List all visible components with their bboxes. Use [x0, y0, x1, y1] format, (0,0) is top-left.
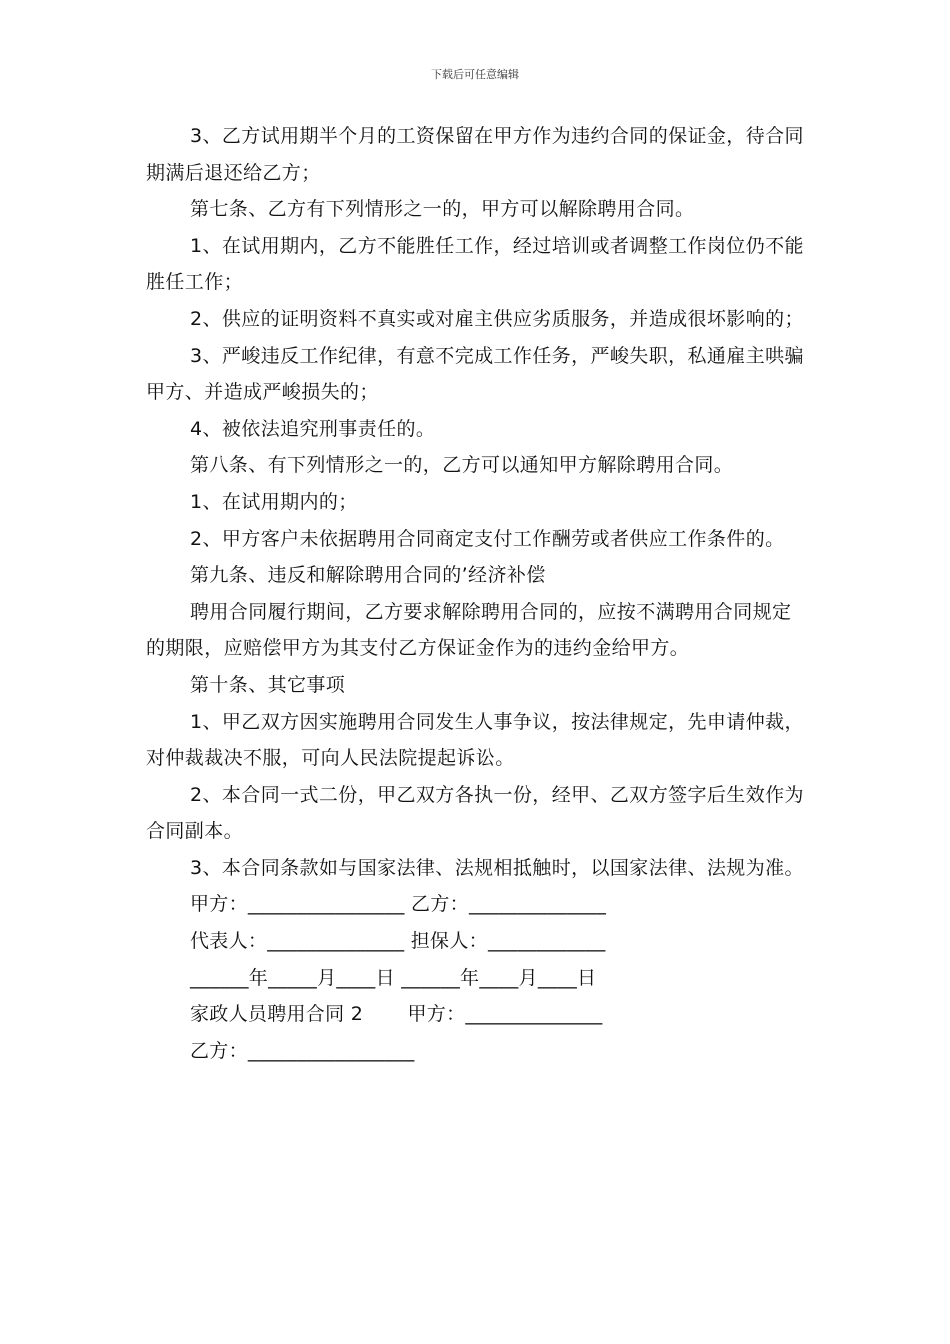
- paragraph: 1、在试用期内，乙方不能胜任工作，经过培训或者调整工作岗位仍不能胜任工作；: [146, 234, 804, 294]
- article-heading: 第八条、有下列情形之一的，乙方可以通知甲方解除聘用合同。: [190, 454, 734, 477]
- paragraph: 1、在试用期内的；: [190, 490, 358, 513]
- signature-line-party-a-b: 甲方：________________ 乙方：______________: [190, 893, 607, 916]
- signature-line-contract-2: 家政人员聘用合同 2 甲方：______________: [190, 1003, 603, 1026]
- paragraph: 3、乙方试用期半个月的工资保留在甲方作为违约合同的保证金，待合同期满后退还给乙方；: [146, 125, 804, 184]
- paragraph: 2、甲方客户未依据聘用合同商定支付工作酬劳或者供应工作条件的。: [190, 527, 785, 550]
- signature-line-dates: ______年_____月____日 ______年____月____日: [190, 966, 597, 989]
- paragraph: 1、甲乙双方因实施聘用合同发生人事争议，按法律规定，先申请仲裁，对仲裁裁决不服，可向人民法院提起诉讼。: [146, 710, 804, 770]
- signature-line-party-b: 乙方：_________________: [190, 1039, 415, 1062]
- article-heading: 第十条、其它事项: [190, 673, 346, 696]
- paragraph: 4、被依法追究刑事责任的。: [190, 417, 436, 440]
- signature-line-representative-guarantor: 代表人：______________ 担保人：____________: [190, 930, 606, 953]
- paragraph: 2、供应的证明资料不真实或对雇主供应劣质服务，并造成很坏影响的；: [190, 307, 804, 330]
- paragraph: 3、严峻违反工作纪律，有意不完成工作任务，严峻失职，私通雇主哄骗甲方、并造成严峻损失的；: [146, 344, 804, 404]
- paragraph: 聘用合同履行期间，乙方要求解除聘用合同的，应按不满聘用合同规定的期限，应赔偿甲方为其支付乙方保证金作为的违约金给甲方。: [146, 600, 792, 660]
- page-header: 下载后可任意编辑: [431, 68, 519, 81]
- article-heading: 第七条、乙方有下列情形之一的，甲方可以解除聘用合同。: [190, 198, 695, 221]
- paragraph: 3、本合同条款如与国家法律、法规相抵触时，以国家法律、法规为准。: [190, 856, 804, 879]
- paragraph: 2、本合同一式二份，甲乙双方各执一份，经甲、乙双方签字后生效作为合同副本。: [146, 783, 804, 843]
- article-heading: 第九条、违反和解除聘用合同的’经济补偿: [190, 564, 546, 587]
- document-body: [146, 118, 810, 1069]
